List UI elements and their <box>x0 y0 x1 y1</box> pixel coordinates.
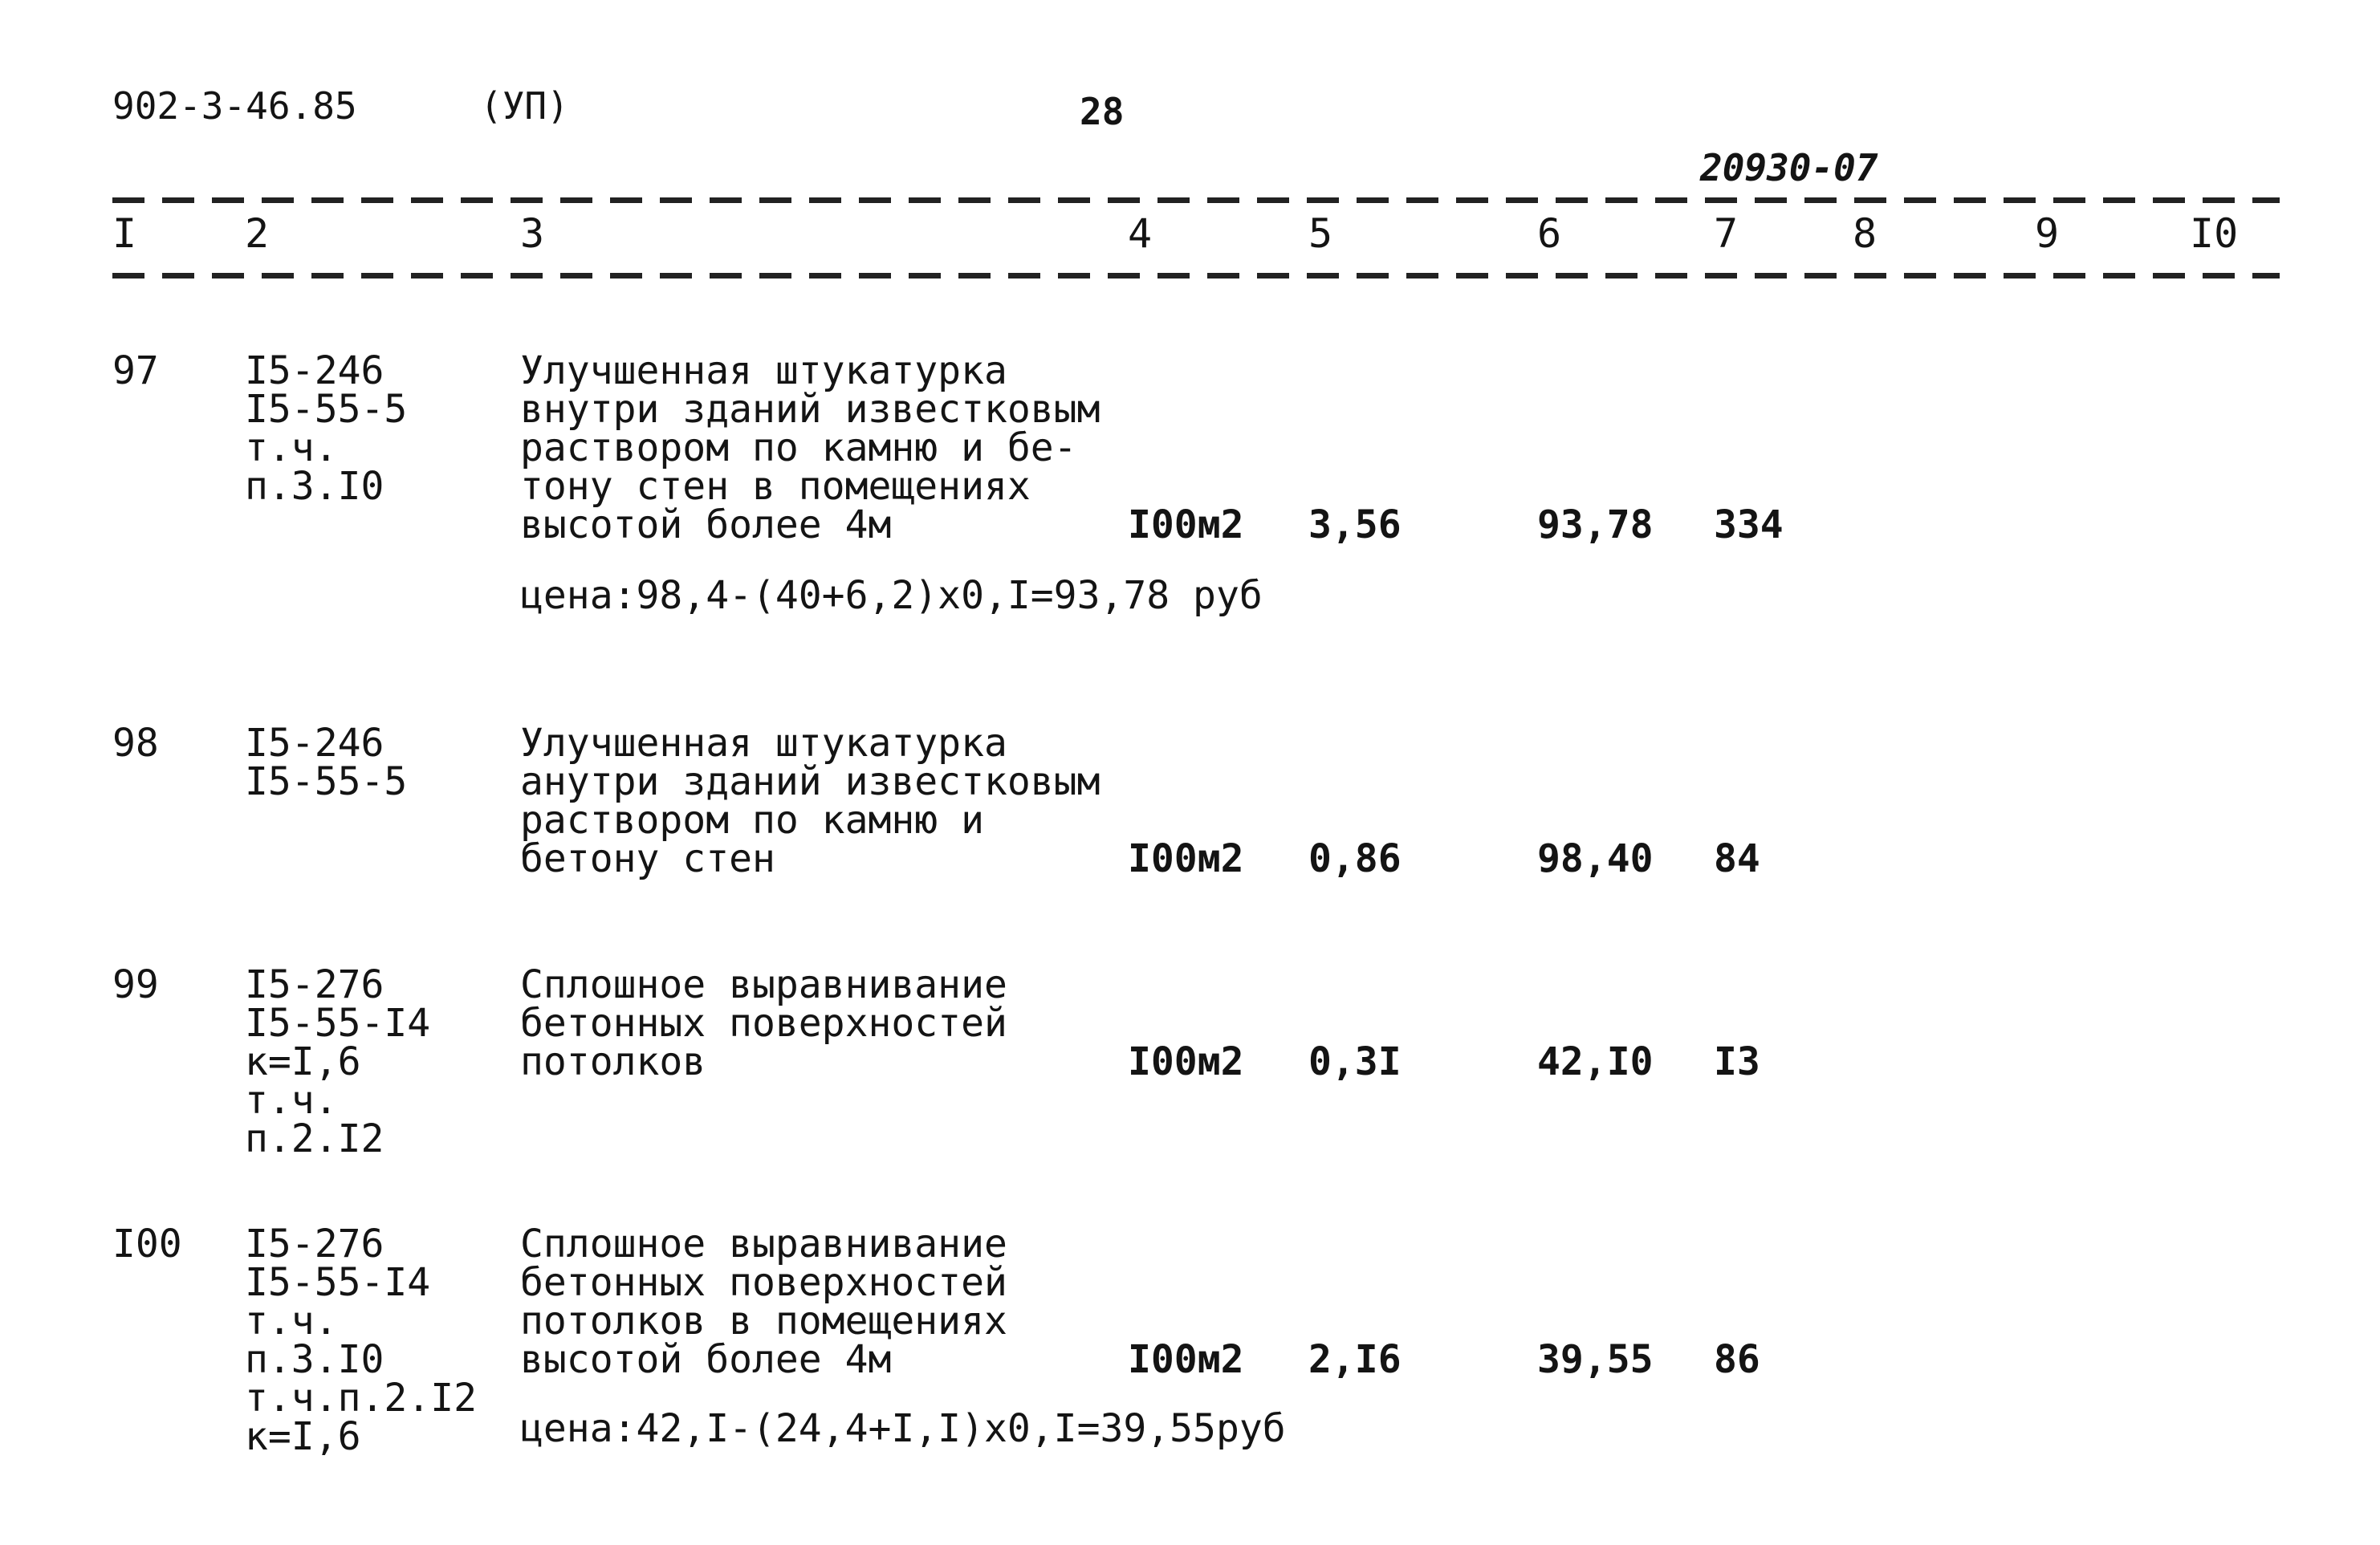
inventory-number: 20930-07 <box>1700 146 1878 189</box>
work-description: Улучшенная штукатурка анутри зданий известковым раствором по камню и бетону стен <box>520 721 1100 881</box>
column-header-7: 7 <box>1714 210 1739 257</box>
unit: I00м2 <box>1128 502 1244 547</box>
rate-code: I5-246 I5-55-5 т.ч. п.3.I0 <box>245 348 408 509</box>
column-header-4: 4 <box>1128 210 1153 257</box>
column-header-3: 3 <box>520 210 545 257</box>
total-cost: I3 <box>1714 1039 1760 1084</box>
row-number: 97 <box>112 348 159 393</box>
row-number: I00 <box>112 1222 182 1266</box>
column-header-10: I0 <box>2190 210 2239 257</box>
column-header-1: I <box>112 210 137 257</box>
unit-price: 98,40 <box>1537 836 1654 881</box>
section-mark: (УП) <box>480 84 569 128</box>
quantity: 0,3I <box>1308 1039 1402 1084</box>
quantity: 0,86 <box>1308 836 1402 881</box>
row-number: 99 <box>112 962 159 1007</box>
unit: I00м2 <box>1128 836 1244 881</box>
column-header-8: 8 <box>1853 210 1878 257</box>
price-calculation: цена:98,4-(40+6,2)х0,I=93,78 руб <box>520 573 1263 618</box>
work-description: Сплошное выравнивание бетонных поверхностей потолков <box>520 962 1007 1084</box>
total-cost: 86 <box>1714 1337 1760 1382</box>
price-calculation: цена:42,I-(24,4+I,I)х0,I=39,55руб <box>520 1406 1286 1451</box>
quantity: 3,56 <box>1308 502 1402 547</box>
header-top-rule <box>112 197 2280 203</box>
document-code: 902-3-46.85 <box>112 84 357 128</box>
total-cost: 334 <box>1714 502 1784 547</box>
rate-code: I5-276 I5-55-I4 т.ч. п.3.I0 т.ч.п.2.I2 к=I,6 <box>245 1222 477 1459</box>
rate-code: I5-276 I5-55-I4 к=I,6 т.ч. п.2.I2 <box>245 962 431 1161</box>
unit: I00м2 <box>1128 1039 1244 1084</box>
row-number: 98 <box>112 721 159 766</box>
total-cost: 84 <box>1714 836 1760 881</box>
header-bottom-rule <box>112 273 2280 279</box>
work-description: Улучшенная штукатурка внутри зданий известковым раствором по камню и бе- тону стен в помещениях высотой более 4м <box>520 348 1100 547</box>
rate-code: I5-246 I5-55-5 <box>245 721 408 804</box>
column-header-5: 5 <box>1308 210 1333 257</box>
unit: I00м2 <box>1128 1337 1244 1382</box>
work-description: Сплошное выравнивание бетонных поверхностей потолков в помещениях высотой более 4м <box>520 1222 1007 1382</box>
quantity: 2,I6 <box>1308 1337 1402 1382</box>
unit-price: 93,78 <box>1537 502 1654 547</box>
unit-price: 42,I0 <box>1537 1039 1654 1084</box>
unit-price: 39,55 <box>1537 1337 1654 1382</box>
column-header-9: 9 <box>2035 210 2060 257</box>
column-header-6: 6 <box>1537 210 1562 257</box>
page-number: 28 <box>1080 90 1125 133</box>
column-header-2: 2 <box>245 210 270 257</box>
